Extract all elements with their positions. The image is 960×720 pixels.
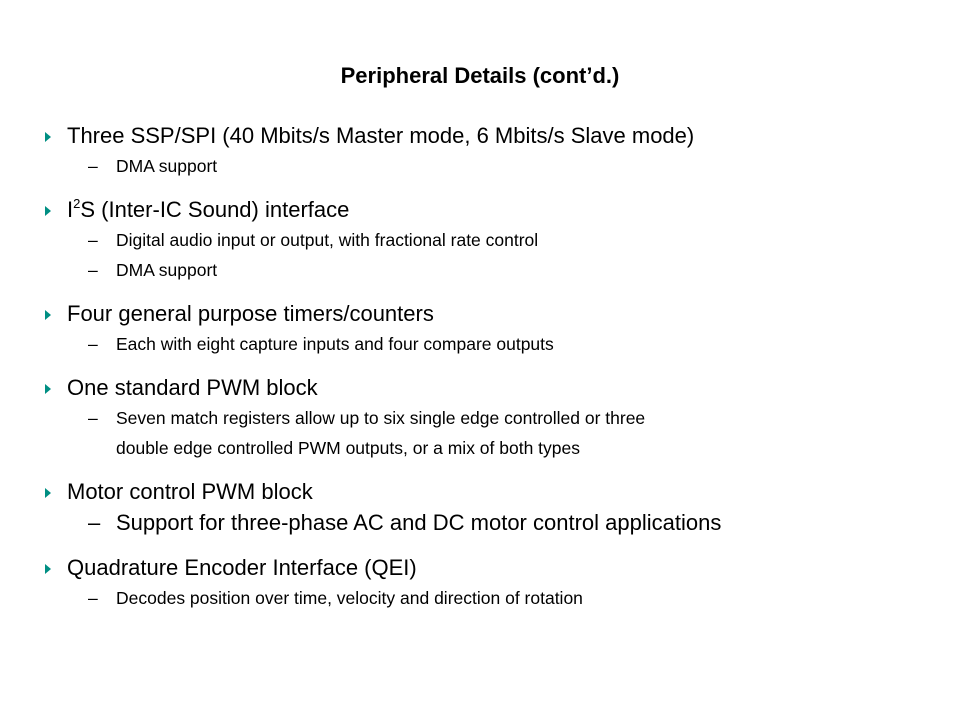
bullet-heading <box>0 195 960 225</box>
bullet-item-i2s <box>0 195 960 285</box>
sub-item <box>0 583 960 613</box>
bullet-text: Four general purpose timers/counters <box>67 301 434 326</box>
arrow-right-icon <box>45 310 51 320</box>
sub-item <box>0 329 960 359</box>
sub-item-text: DMA support <box>116 156 218 176</box>
bullet-text: Motor control PWM block <box>67 479 313 504</box>
dash-marker: – <box>88 588 98 608</box>
dash-marker: – <box>88 334 98 354</box>
dash-marker: – <box>88 408 98 428</box>
sub-item <box>0 225 960 255</box>
bullet-list <box>0 121 960 627</box>
arrow-right-icon <box>45 206 51 216</box>
bullet-item-timers <box>0 299 960 359</box>
sub-item-text: DMA support <box>116 260 218 280</box>
bullet-heading <box>0 553 960 583</box>
dash-marker: – <box>88 260 98 280</box>
bullet-item-motor-pwm <box>0 477 960 539</box>
arrow-right-icon <box>45 384 51 394</box>
bullet-heading <box>0 373 960 403</box>
bullet-text-suffix: S (Inter-IC Sound) interface <box>80 197 350 222</box>
bullet-text-superscript: 2 <box>73 195 81 211</box>
dash-marker: – <box>88 156 98 176</box>
bullet-text-prefix: I <box>67 197 74 222</box>
bullet-item-qei <box>0 553 960 613</box>
bullet-heading <box>0 121 960 151</box>
sub-item-text-line-1: Seven match registers allow up to six single edge controlled or three <box>116 408 646 428</box>
arrow-right-icon <box>45 564 51 574</box>
dash-marker: – <box>88 230 98 250</box>
sub-item <box>0 255 960 285</box>
bullet-text: Quadrature Encoder Interface (QEI) <box>67 555 417 580</box>
sub-item-text: Support for three-phase AC and DC motor control applications <box>116 510 722 535</box>
sub-item-text: Decodes position over time, velocity and direction of rotation <box>116 588 583 608</box>
bullet-text: One standard PWM block <box>67 375 318 400</box>
sub-item <box>0 507 960 539</box>
bullet-item-pwm <box>0 373 960 463</box>
bullet-text: Three SSP/SPI (40 Mbits/s Master mode, 6 Mbits/s Slave mode) <box>67 123 695 148</box>
arrow-right-icon <box>45 132 51 142</box>
bullet-item-ssp-spi <box>0 121 960 181</box>
bullet-heading <box>0 299 960 329</box>
arrow-right-icon <box>45 488 51 498</box>
sub-item-text: Digital audio input or output, with fractional rate control <box>116 230 539 250</box>
sub-item <box>0 151 960 181</box>
sub-item-text-line-2: double edge controlled PWM outputs, or a mix of both types <box>116 438 581 458</box>
sub-item-text: Each with eight capture inputs and four compare outputs <box>116 334 554 354</box>
slide-title: Peripheral Details (cont’d.) <box>340 63 620 88</box>
dash-marker: – <box>88 510 101 535</box>
sub-item <box>0 403 960 463</box>
bullet-heading <box>0 477 960 507</box>
